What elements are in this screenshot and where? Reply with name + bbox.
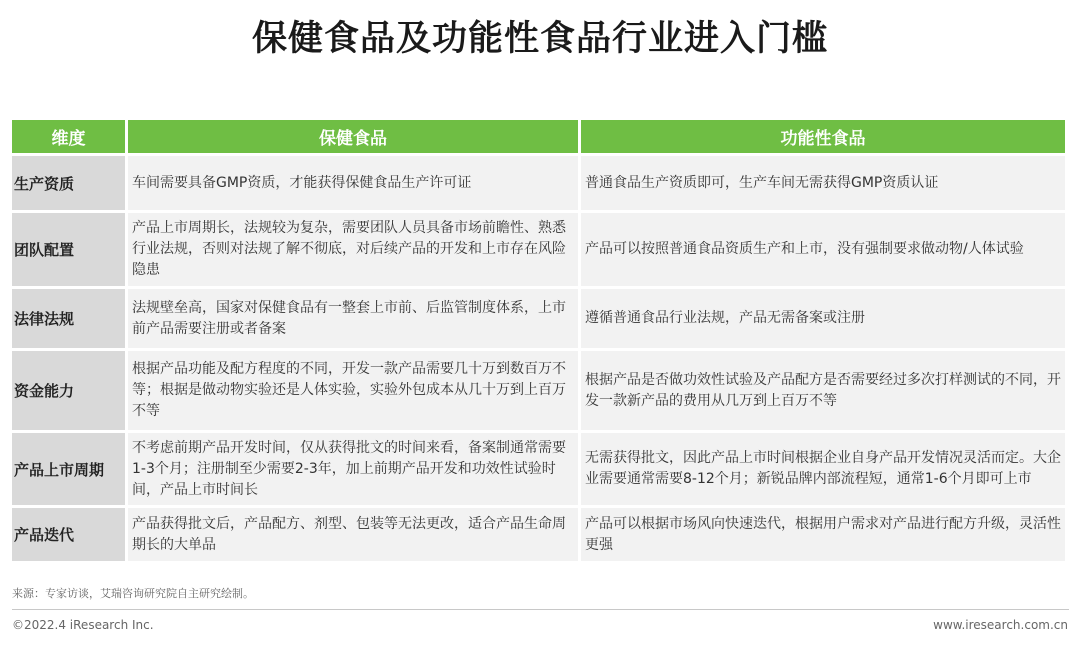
row-health-food: 法规壁垒高，国家对保健食品有一整套上市前、后监管制度体系，上市前产品需要注册或者备案 <box>128 289 578 348</box>
row-dimension: 法律法规 <box>12 289 125 348</box>
row-dimension: 团队配置 <box>12 213 125 286</box>
table-row <box>12 433 1065 505</box>
table-row <box>12 508 1065 561</box>
header-dimension: 维度 <box>12 120 125 153</box>
row-functional-food: 产品可以按照普通食品资质生产和上市，没有强制要求做动物/人体试验 <box>581 213 1065 286</box>
row-health-food: 不考虑前期产品开发时间，仅从获得批文的时间来看，备案制通常需要1-3个月；注册制至少需要2-3年，加上前期产品开发和功效性试验时间，产品上市时间长 <box>128 433 578 505</box>
row-functional-food: 无需获得批文，因此产品上市时间根据企业自身产品开发情况灵活而定。大企业需要通常需要8-12个月；新锐品牌内部流程短，通常1-6个月即可上市 <box>581 433 1065 505</box>
table-row <box>12 156 1065 210</box>
source-note: 来源：专家访谈，艾瑞咨询研究院自主研究绘制。 <box>12 587 254 600</box>
row-functional-food: 根据产品是否做功效性试验及产品配方是否需要经过多次打样测试的不同，开发一款新产品的费用从几万到上百万不等 <box>581 351 1065 430</box>
row-health-food: 产品上市周期长，法规较为复杂，需要团队人员具备市场前瞻性、熟悉行业法规，否则对法规了解不彻底，对后续产品的开发和上市存在风险隐患 <box>128 213 578 286</box>
table-row <box>12 351 1065 430</box>
row-dimension: 资金能力 <box>12 351 125 430</box>
row-health-food: 产品获得批文后，产品配方、剂型、包装等无法更改，适合产品生命周期长的大单品 <box>128 508 578 561</box>
header-health-food: 保健食品 <box>128 120 578 153</box>
table-row <box>12 289 1065 348</box>
row-health-food: 根据产品功能及配方程度的不同，开发一款产品需要几十万到数百万不等；根据是做动物实验还是人体实验，实验外包成本从几十万到上百万不等 <box>128 351 578 430</box>
row-health-food: 车间需要具备GMP资质，才能获得保健食品生产许可证 <box>128 156 578 210</box>
footer-divider <box>12 609 1069 610</box>
table-header-row <box>12 120 1065 153</box>
website-text: www.iresearch.com.cn <box>933 618 1068 632</box>
row-functional-food: 普通食品生产资质即可，生产车间无需获得GMP资质认证 <box>581 156 1065 210</box>
row-functional-food: 产品可以根据市场风向快速迭代，根据用户需求对产品进行配方升级，灵活性更强 <box>581 508 1065 561</box>
row-functional-food: 遵循普通食品行业法规，产品无需备案或注册 <box>581 289 1065 348</box>
page-title: 保健食品及功能性食品行业进入门槛 <box>251 19 828 59</box>
row-dimension: 产品上市周期 <box>12 433 125 505</box>
table-row <box>12 213 1065 286</box>
copyright-text: ©2022.4 iResearch Inc. <box>12 618 154 632</box>
row-dimension: 生产资质 <box>12 156 125 210</box>
row-dimension: 产品迭代 <box>12 508 125 561</box>
comparison-table <box>12 120 1065 561</box>
header-functional-food: 功能性食品 <box>581 120 1065 153</box>
